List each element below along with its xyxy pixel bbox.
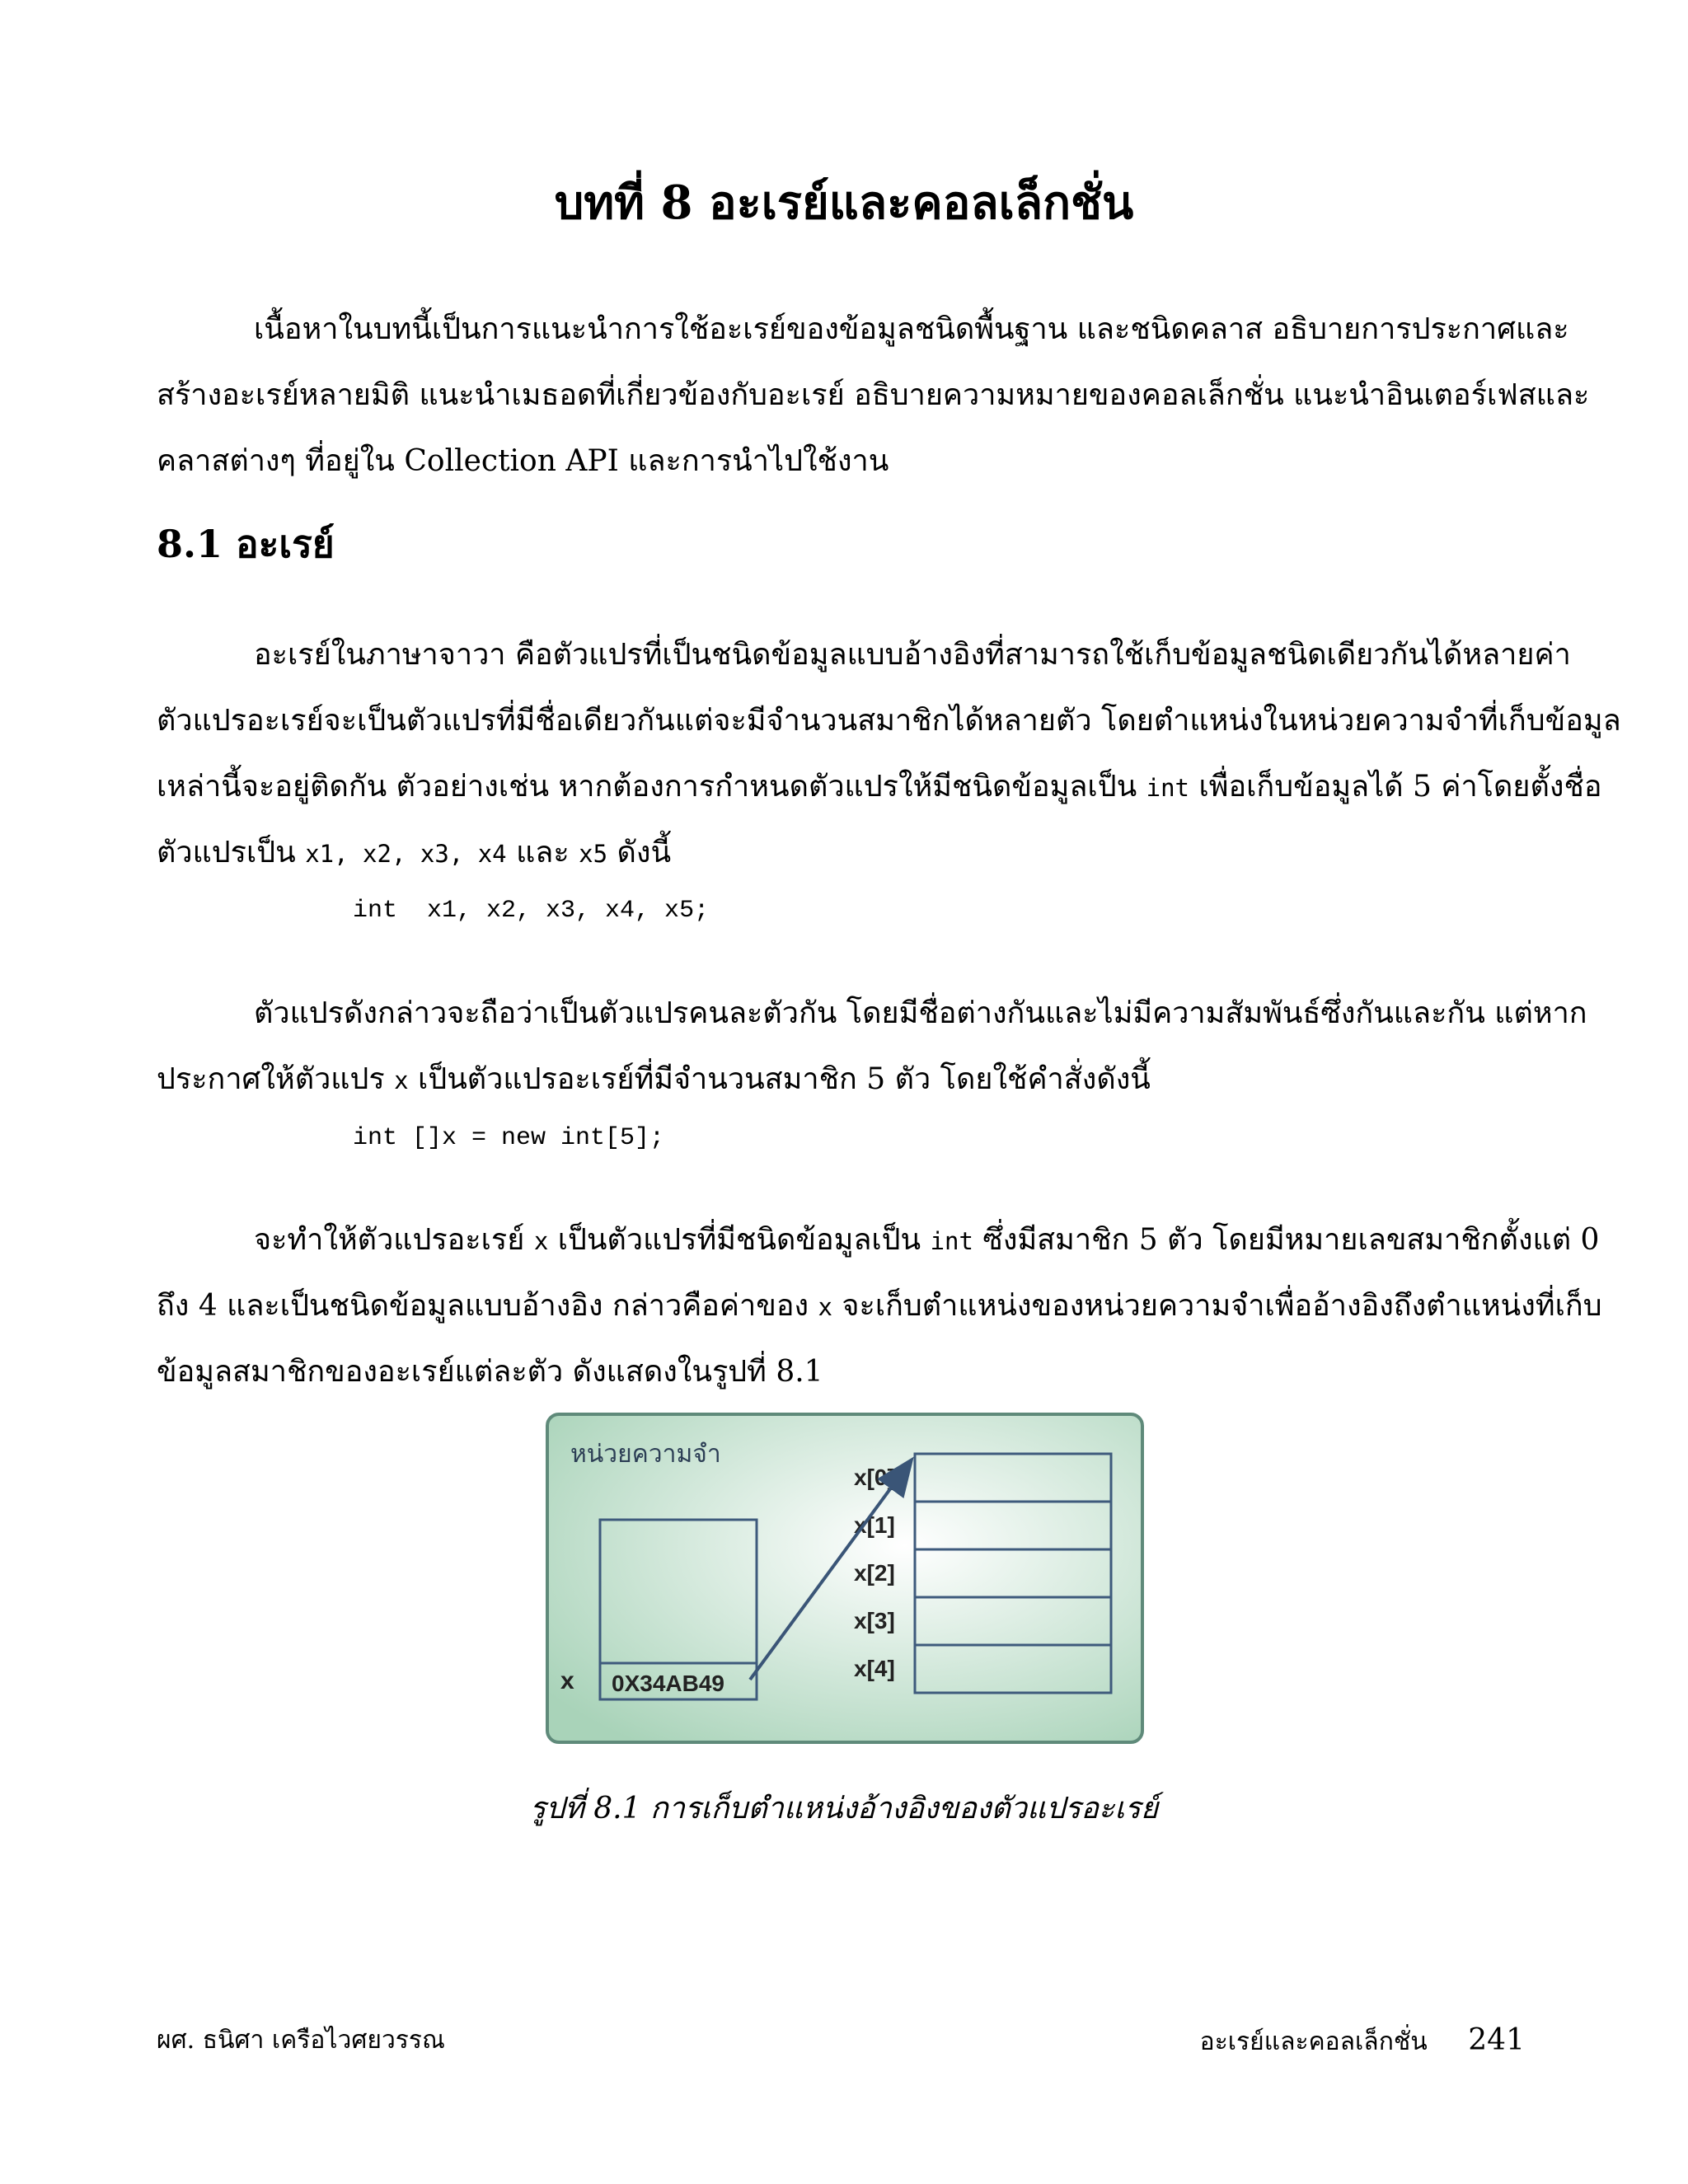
figure-caption: รูปที่ 8.1 การเก็บตำแหน่งอ้างอิงของตัวแปรอะเรย์ (529, 1792, 1159, 1825)
inline-code: x (394, 1066, 409, 1094)
address-value: 0X34AB49 (612, 1671, 724, 1696)
footer-author: ผศ. ธนิศา เครือไวศยวรรณ (157, 2026, 445, 2055)
memory-diagram (544, 1411, 1146, 1746)
variable-name: x (560, 1667, 574, 1694)
page-number: 241 (1468, 2023, 1525, 2057)
element-label-1: x[1] (854, 1512, 895, 1538)
para1-line-2: ตัวแปรอะเรย์จะเป็นตัวแปรที่มีชื่อเดียวกันแต่จะมีจำนวนสมาชิกได้หลายตัว โดยตำแหน่งในหน่วยความจำที่เก็บข้อมูล (157, 704, 1621, 738)
element-label-4: x[4] (854, 1656, 895, 1681)
para3-line-3: ข้อมูลสมาชิกของอะเรย์แต่ละตัว ดังแสดงในรูปที่ 8.1 (157, 1355, 823, 1389)
para2-line-1: ตัวแปรดังกล่าวจะถือว่าเป็นตัวแปรคนละตัวกัน โดยมีชื่อต่างกันและไม่มีความสัมพันธ์ซึ่งกันและกัน แต่หาก (254, 996, 1587, 1030)
para1-line-4 (157, 820, 671, 887)
para1-line-4-text-a: ตัวแปรเป็น (157, 836, 306, 869)
para1-line-4-text-b: และ (506, 836, 579, 869)
inline-code: x (533, 1227, 549, 1255)
para1-line-3 (157, 754, 1602, 821)
inline-code: int (930, 1227, 973, 1255)
intro-line-3: คลาสต่างๆ ที่อยู่ใน Collection API และการนำไปใช้งาน (157, 444, 889, 478)
figure-array-memory (544, 1411, 1146, 1749)
element-label-2: x[2] (854, 1560, 895, 1586)
element-label-3: x[3] (854, 1608, 895, 1633)
para2-line-2-text-b: เป็นตัวแปรอะเรย์ที่มีจำนวนสมาชิก 5 ตัว โดยใช้คำสั่งดังนี้ (408, 1062, 1151, 1096)
inline-code: x (818, 1293, 832, 1321)
para3-line-1-text-a: จะทำให้ตัวแปรอะเรย์ (254, 1223, 534, 1257)
footer-chapter-name: อะเรย์และคอลเล็กชั่น (1199, 2027, 1428, 2056)
para3-line-2 (157, 1273, 1602, 1340)
para3-line-1 (254, 1207, 1599, 1274)
inline-code: int (1146, 774, 1190, 802)
para1-line-3-text-b: เพื่อเก็บข้อมูลได้ 5 ค่าโดยตั้งชื่อ (1189, 770, 1602, 804)
element-label-0: x[0] (854, 1465, 895, 1490)
para3-line-1-text-c: ซึ่งมีสมาชิก 5 ตัว โดยมีหมายเลขสมาชิกตั้งแต่ 0 (973, 1223, 1600, 1257)
intro-line-1: เนื้อหาในบทนี้เป็นการแนะนำการใช้อะเรย์ของข้อมูลชนิดพื้นฐาน และชนิดคลาส อธิบายการประกาศและ (254, 312, 1569, 346)
para3-line-1-text-b: เป็นตัวแปรที่มีชนิดข้อมูลเป็น (548, 1223, 931, 1257)
para2-line-2 (157, 1047, 1151, 1113)
para1-line-1: อะเรย์ในภาษาจาวา คือตัวแปรที่เป็นชนิดข้อมูลแบบอ้างอิงที่สามารถใช้เก็บข้อมูลชนิดเดียวกันได้หลายค่า (254, 638, 1571, 672)
code-block-2: int []x = new int[5]; (353, 1124, 665, 1152)
para2-line-2-text-a: ประกาศให้ตัวแปร (157, 1062, 395, 1096)
inline-code: x1, x2, x3, x4 (305, 840, 507, 868)
para1-line-4-text-c: ดังนี้ (607, 836, 672, 869)
memory-label: หน่วยความจำ (570, 1441, 721, 1468)
para1-line-3-text-a: เหล่านี้จะอยู่ติดกัน ตัวอย่างเช่น หากต้องการกำหนดตัวแปรให้มีชนิดข้อมูลเป็น (157, 770, 1146, 804)
chapter-title: บทที่ 8 อะเรย์และคอลเล็กชั่น (554, 176, 1134, 230)
inline-code: x5 (579, 840, 608, 868)
para3-line-2-text-b: จะเก็บตำแหน่งของหน่วยความจำเพื่ออ้างอิงถึงตำแหน่งที่เก็บ (832, 1289, 1602, 1323)
code-block-1: int x1, x2, x3, x4, x5; (353, 897, 710, 925)
section-heading: 8.1 อะเรย์ (157, 522, 335, 566)
para3-line-2-text-a: ถึง 4 และเป็นชนิดข้อมูลแบบอ้างอิง กล่าวคือค่าของ (157, 1289, 818, 1323)
intro-line-2: สร้างอะเรย์หลายมิติ แนะนำเมธอดที่เกี่ยวข้องกับอะเรย์ อธิบายความหมายของคอลเล็กชั่น แนะนำอินเตอร์เฟสและ (157, 378, 1590, 412)
footer-right (1200, 2024, 1525, 2059)
